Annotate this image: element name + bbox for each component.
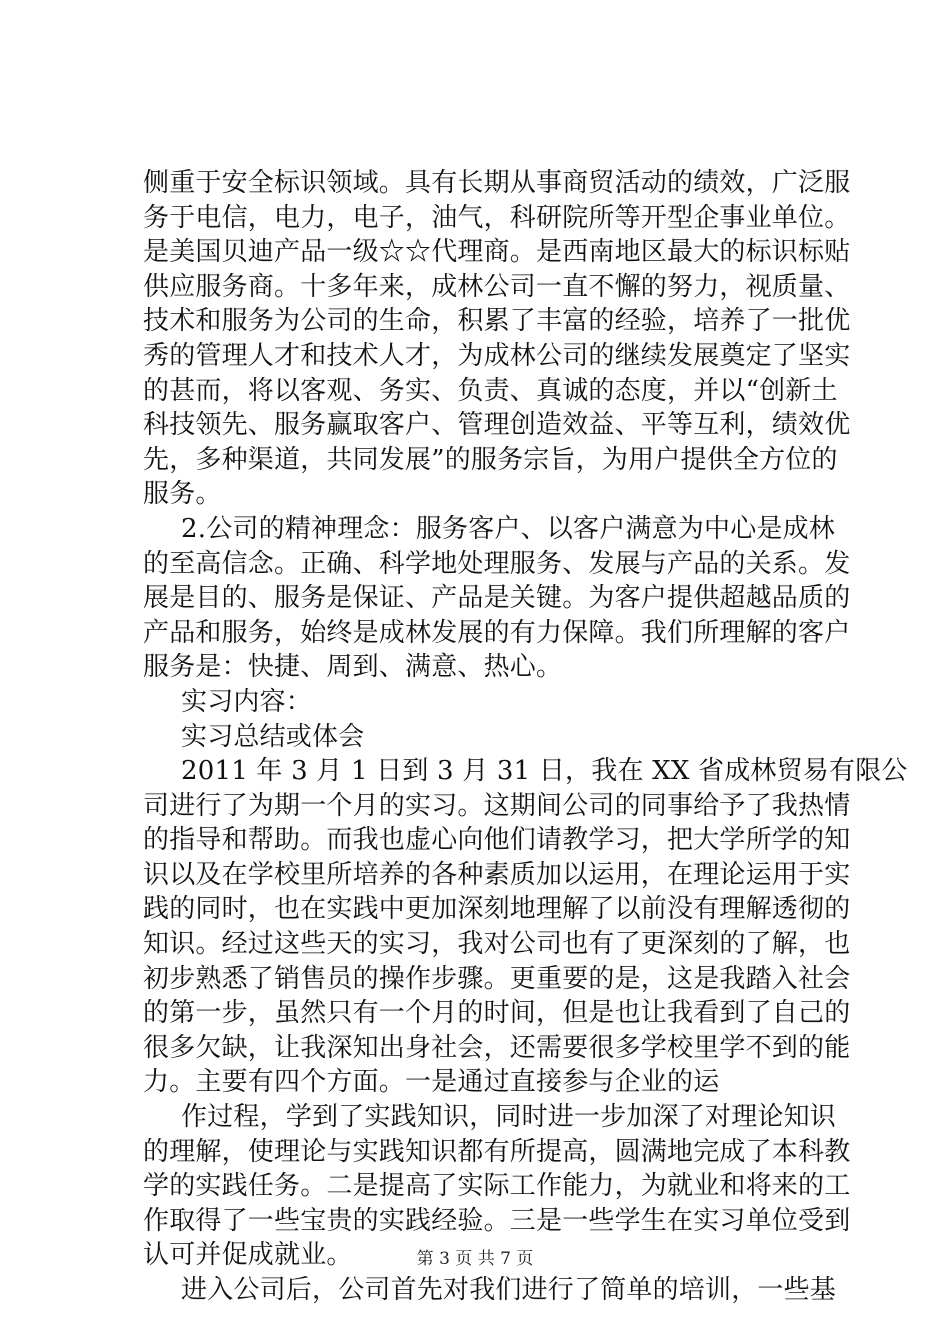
text-line: 服务是：快捷、周到、满意、热心。: [143, 652, 563, 683]
text-line: 识以及在学校里所培养的各种素质加以运用，在理论运用于实: [143, 859, 851, 890]
text-line: 产品和服务，始终是成林发展的有力保障。我们所理解的客户: [143, 617, 851, 648]
text-line: 学的实践任务。二是提高了实际工作能力，为就业和将来的工: [143, 1171, 851, 1202]
text-line: 2011 年 3 月 1 日到 3 月 31 日，我在 XX 省成林贸易有限公: [181, 756, 908, 787]
text-line: 作取得了一些宝贵的实践经验。三是一些学生在实习单位受到: [143, 1205, 851, 1236]
text-line: 2.公司的精神理念：服务客户、以客户满意为中心是成林: [181, 513, 836, 544]
text-line: 的指导和帮助。而我也虚心向他们请教学习，把大学所学的知: [143, 825, 851, 856]
body-text: [143, 166, 908, 1308]
text-line: 服务。: [143, 479, 222, 510]
text-line: 科技领先、服务赢取客户、管理创造效益、平等互利，绩效优: [143, 410, 851, 441]
section-heading: 实习总结或体会: [181, 721, 365, 752]
text-line: 力。主要有四个方面。一是通过直接参与企业的运: [143, 1067, 720, 1098]
text-line: 司进行了为期一个月的实习。这期间公司的同事给予了我热情: [143, 790, 851, 821]
text-line: 先，多种渠道，共同发展”的服务宗旨，为用户提供全方位的: [143, 444, 838, 475]
text-line: 展是目的、服务是保证、产品是关键。为客户提供超越品质的: [143, 583, 851, 614]
text-line: 知识。经过这些天的实习，我对公司也有了更深刻的了解，也: [143, 929, 851, 960]
text-line: 很多欠缺，让我深知出身社会，还需要很多学校里学不到的能: [143, 1032, 851, 1063]
text-line: 的理解，使理论与实践知识都有所提高，圆满地完成了本科教: [143, 1136, 851, 1167]
text-line: 初步熟悉了销售员的操作步骤。更重要的是，这是我踏入社会: [143, 963, 851, 994]
text-line: 务于电信，电力，电子，油气，科研院所等开型企事业单位。: [143, 202, 851, 233]
page-number-footer: 第 3 页 共 7 页: [416, 1249, 534, 1269]
text-line: 是美国贝迪产品一级☆☆代理商。是西南地区最大的标识标贴: [143, 237, 851, 268]
text-line: 认可并促成就业。: [143, 1240, 353, 1271]
text-line: 技术和服务为公司的生命，积累了丰富的经验，培养了一批优: [143, 306, 851, 337]
text-line: 侧重于安全标识领域。具有长期从事商贸活动的绩效，广泛服: [143, 168, 851, 198]
text-line: 作过程，学到了实践知识，同时进一步加深了对理论知识: [181, 1102, 837, 1133]
text-line: 秀的管理人才和技术人才，为成林公司的继续发展奠定了坚实: [143, 340, 851, 371]
text-line: 践的同时，也在实践中更加深刻地理解了以前没有理解透彻的: [143, 894, 851, 925]
text-line: 的第一步，虽然只有一个月的时间，但是也让我看到了自己的: [143, 998, 851, 1029]
text-line: 的至高信念。正确、科学地处理服务、发展与产品的关系。发: [143, 548, 851, 579]
text-line: 进入公司后，公司首先对我们进行了简单的培训，一些基: [181, 1275, 837, 1305]
section-heading: 实习内容：: [181, 686, 313, 717]
text-line: 的甚而，将以客观、务实、负责、真诚的态度，并以“创新土: [143, 375, 838, 406]
text-line: 供应服务商。十多年来，成林公司一直不懈的努力，视质量、: [143, 271, 851, 302]
